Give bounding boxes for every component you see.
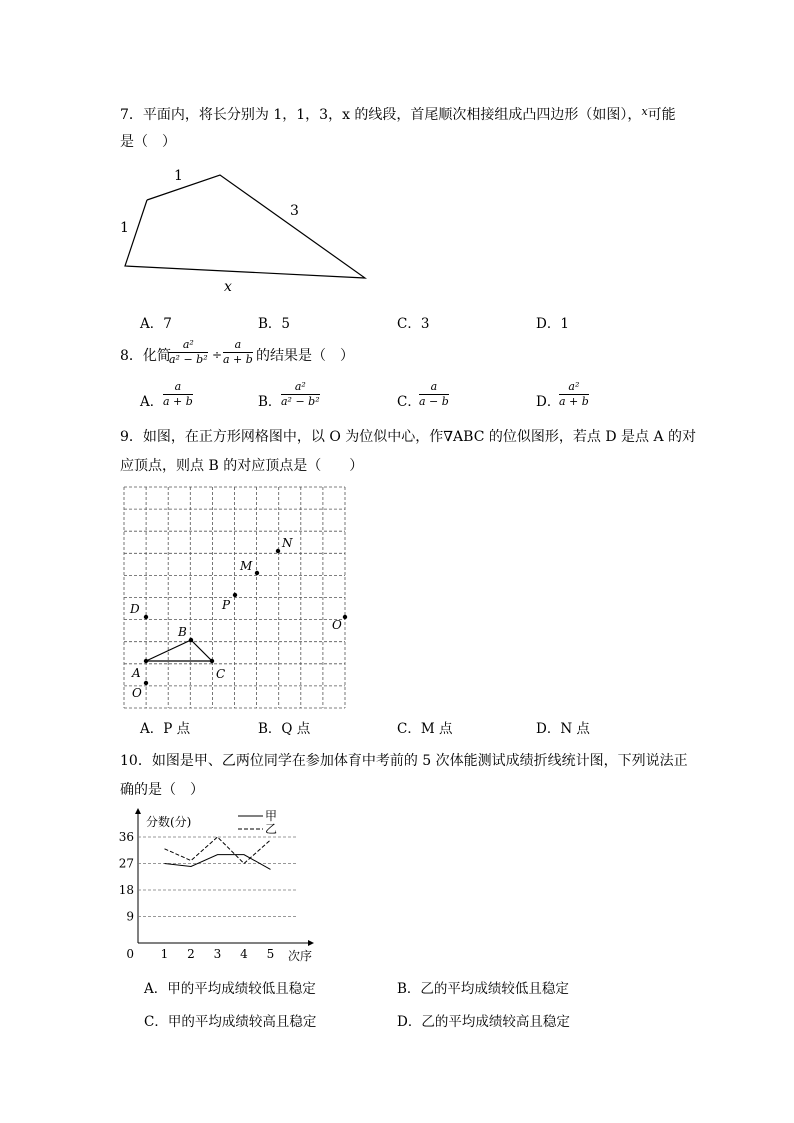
q9-stem-line2: 应顶点，则点 B 的对应顶点是（ ） bbox=[120, 458, 364, 474]
q8-option-a-label[interactable]: A． bbox=[140, 394, 164, 410]
q8-option-b-den: a² − b² bbox=[281, 395, 320, 408]
q9-label-m: M bbox=[240, 559, 253, 573]
q8-expr2-den: a + b bbox=[223, 353, 253, 366]
q8-option-d-num: a² bbox=[559, 381, 589, 395]
q7-stem-text: 7．平面内，将长分别为 1，1，3，x 的线段，首尾顺次相接组成凸四边形（如图）， bbox=[120, 107, 642, 123]
q8-option-b-num: a² bbox=[281, 381, 320, 395]
q8-option-a-den: a + b bbox=[163, 395, 193, 408]
q9-label-n: N bbox=[282, 536, 293, 550]
q10-option-c[interactable]: C．甲的平均成绩较高且稳定 bbox=[144, 1014, 317, 1030]
legend-label-2: 乙 bbox=[265, 822, 278, 836]
y-tick-label: 36 bbox=[118, 830, 134, 844]
q8-expr1-den: a² − b² bbox=[169, 353, 208, 366]
q7-stem-tail: 可能 bbox=[647, 107, 676, 123]
q7-stem-line1 bbox=[120, 102, 676, 125]
q8-option-a-num: a bbox=[163, 381, 193, 395]
chart-layer bbox=[119, 808, 314, 963]
q8-option-c-fraction[interactable] bbox=[419, 381, 449, 408]
q8-option-b-label[interactable]: B． bbox=[258, 394, 282, 410]
q10-stem-line1: 10．如图是甲、乙两位同学在参加体育中考前的 5 次体能测试成绩折线统计图，下列说法正 bbox=[120, 753, 688, 769]
x-tick-label: 1 bbox=[160, 947, 169, 961]
q9-point-p bbox=[233, 593, 237, 597]
legend-label-1: 甲 bbox=[265, 809, 278, 823]
q9-label-a: A bbox=[132, 666, 141, 680]
q8-divide-op: ÷ bbox=[212, 348, 223, 362]
y-axis-arrow bbox=[135, 808, 141, 814]
q8-expr2-num: a bbox=[223, 339, 253, 353]
q9-label-d: D bbox=[130, 602, 140, 616]
q8-expr2-fraction bbox=[223, 339, 253, 366]
q7-option-b[interactable]: B．5 bbox=[258, 316, 291, 332]
y-tick-label: 27 bbox=[118, 856, 134, 871]
q8-option-a-fraction[interactable] bbox=[163, 381, 193, 408]
q10-stem-line2: 确的是（ ） bbox=[120, 782, 204, 798]
q8-option-c-label[interactable]: C． bbox=[397, 394, 421, 410]
q9-stem-line1: 9．如图，在正方形网格图中，以 O 为位似中心，作∇ABC 的位似图形，若点 D 是点 A 的对 bbox=[120, 429, 697, 445]
q8-option-c-num: a bbox=[419, 381, 449, 395]
q8-option-c-den: a − b bbox=[419, 395, 449, 408]
q9-point-b bbox=[189, 638, 193, 642]
q7-label-top: 1 bbox=[174, 168, 183, 184]
q9-label-b: B bbox=[178, 625, 187, 639]
q7-option-c[interactable]: C．3 bbox=[397, 316, 430, 332]
q8-expr1-fraction bbox=[169, 339, 208, 366]
q9-label-c: C bbox=[216, 667, 226, 681]
q9-option-a[interactable]: A．P 点 bbox=[140, 721, 191, 737]
q9-point-d bbox=[144, 615, 148, 619]
q7-quadrilateral-figure bbox=[110, 160, 380, 300]
q9-point-c bbox=[210, 659, 214, 663]
series-line-2 bbox=[165, 837, 271, 864]
x-tick-label: 3 bbox=[213, 947, 222, 961]
q9-label-p: P bbox=[222, 598, 231, 612]
q9-segment-bc bbox=[191, 640, 212, 661]
q9-option-d[interactable]: D．N 点 bbox=[536, 721, 590, 737]
q8-prefix: 8．化简 bbox=[120, 348, 171, 364]
q8-option-d-fraction[interactable] bbox=[559, 381, 589, 408]
q9-point-m bbox=[255, 571, 259, 575]
q9-point-n bbox=[276, 549, 280, 553]
y-axis-label: 分数(分) bbox=[146, 815, 192, 829]
x-axis-arrow bbox=[308, 940, 314, 946]
q10-line-chart bbox=[118, 802, 318, 967]
q8-suffix: 的结果是（ ） bbox=[256, 348, 354, 364]
q9-option-c[interactable]: C．M 点 bbox=[397, 721, 453, 737]
q10-option-b[interactable]: B．乙的平均成绩较低且稳定 bbox=[397, 981, 569, 997]
q10-option-a[interactable]: A．甲的平均成绩较低且稳定 bbox=[144, 981, 316, 997]
q10-option-d[interactable]: D．乙的平均成绩较高且稳定 bbox=[397, 1014, 570, 1030]
x-tick-label: 0 bbox=[126, 947, 134, 961]
x-tick-label: 5 bbox=[266, 947, 275, 961]
q7-label-left: 1 bbox=[120, 220, 129, 236]
q9-option-b[interactable]: B．Q 点 bbox=[258, 721, 311, 737]
x-tick-label: 2 bbox=[187, 947, 195, 961]
q9-label-q: O bbox=[332, 618, 342, 632]
q9-grid-lines bbox=[124, 487, 345, 708]
y-tick-label: 9 bbox=[126, 909, 134, 924]
q7-stem-x: x bbox=[641, 105, 648, 118]
y-tick-label: 18 bbox=[118, 883, 134, 897]
q8-expr1-num: a² bbox=[169, 339, 208, 353]
q7-option-a[interactable]: A．7 bbox=[140, 316, 172, 332]
q8-option-d-den: a + b bbox=[559, 395, 589, 408]
q9-point-q bbox=[343, 615, 347, 619]
q7-stem-line2: 是（ ） bbox=[120, 134, 176, 150]
q7-label-bottom: x bbox=[224, 279, 232, 295]
x-tick-label: 4 bbox=[240, 947, 248, 961]
series-line-1 bbox=[165, 855, 271, 870]
q9-label-o: O bbox=[132, 686, 142, 700]
q9-point-a bbox=[144, 659, 148, 663]
q7-label-right: 3 bbox=[290, 203, 299, 219]
q8-option-d-label[interactable]: D． bbox=[536, 394, 561, 410]
q9-point-o bbox=[144, 681, 148, 685]
q8-option-b-fraction[interactable] bbox=[281, 381, 320, 408]
q9-grid-figure bbox=[118, 482, 354, 710]
x-axis-label: 次序 bbox=[288, 949, 313, 963]
q7-option-d[interactable]: D．1 bbox=[536, 316, 569, 332]
